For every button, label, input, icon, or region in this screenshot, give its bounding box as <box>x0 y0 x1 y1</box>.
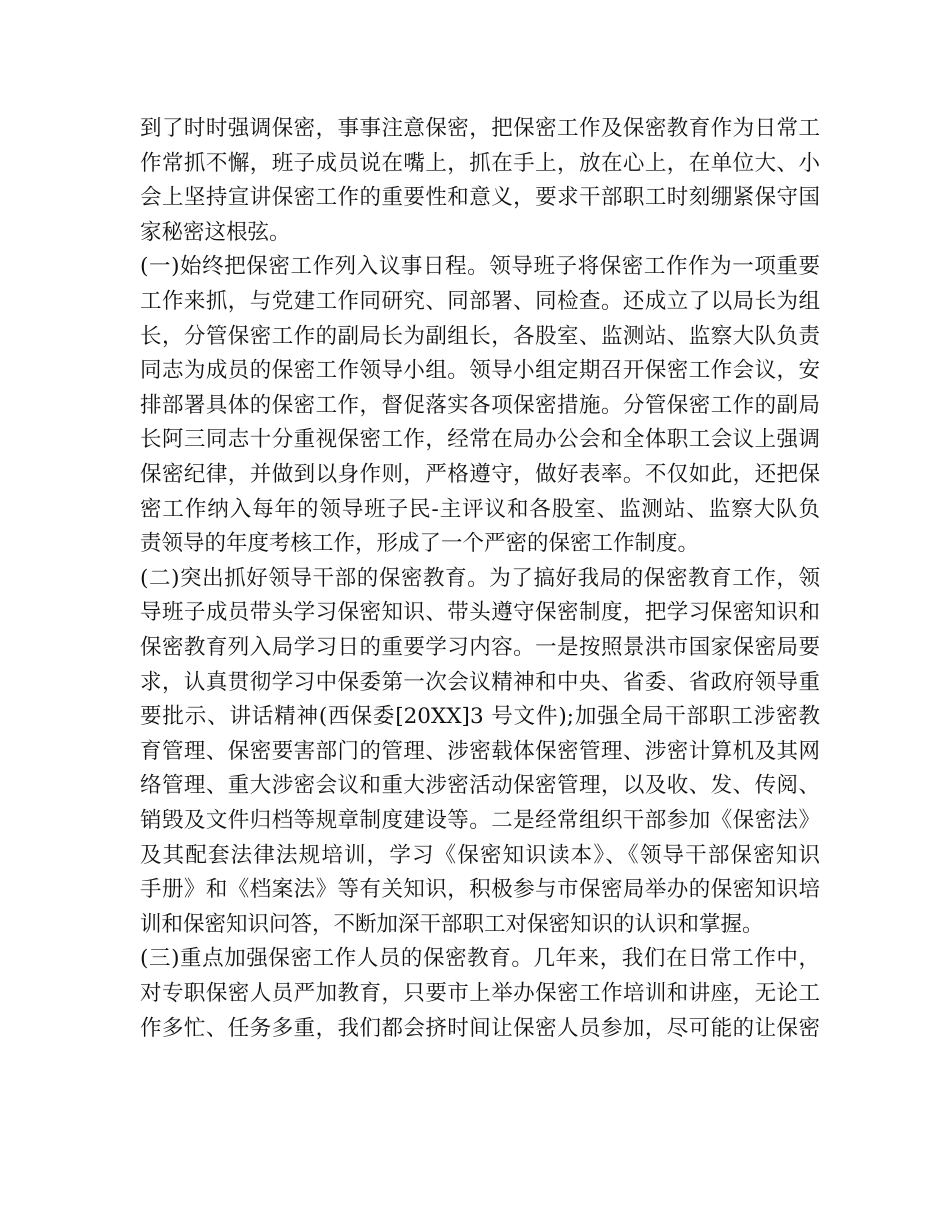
text-line: (一)始终把保密工作列入议事日程。领导班子将保密工作作为一项重要 <box>140 254 820 280</box>
text-line: 责领导的年度考核工作，形成了一个严密的保密工作制度。 <box>140 531 700 557</box>
text-line: 要批示、讲话精神(西保委[20XX]3 号文件);加强全局干部职工涉密教 <box>140 704 820 730</box>
text-line: 同志为成员的保密工作领导小组。领导小组定期召开保密工作会议，安 <box>140 358 820 384</box>
text-line: 育管理、保密要害部门的管理、涉密载体保密管理、涉密计算机及其网 <box>140 738 820 764</box>
text-line: 作常抓不懈，班子成员说在嘴上，抓在手上，放在心上，在单位大、小 <box>140 150 820 176</box>
text-line: (三)重点加强保密工作人员的保密教育。几年来，我们在日常工作中， <box>140 946 820 972</box>
text-line: 保密纪律，并做到以身作则，严格遵守，做好表率。不仅如此，还把保 <box>140 462 820 487</box>
text-line: 排部署具体的保密工作，督促落实各项保密措施。分管保密工作的副局 <box>140 392 820 418</box>
text-line: 及其配套法律法规培训，学习《保密知识读本》、《领导干部保密知识 <box>140 842 820 868</box>
text-line: 销毁及文件归档等规章制度建设等。二是经常组织干部参加《保密法》 <box>140 808 820 833</box>
text-line: 工作来抓，与党建工作同研究、同部署、同检查。还成立了以局长为组 <box>140 289 820 314</box>
text-line: 家秘密这根弦。 <box>140 219 291 245</box>
text-line: 长，分管保密工作的副局长为副组长，各股室、监测站、监察大队负责 <box>140 323 820 349</box>
text-line: 络管理、重大涉密会议和重大涉密活动保密管理，以及收、发、传阅、 <box>140 773 820 799</box>
text-line: 导班子成员带头学习保密知识、带头遵守保密制度，把学习保密知识和 <box>140 600 820 626</box>
text-line: 长阿三同志十分重视保密工作，经常在局办公会和全体职工会议上强调 <box>140 427 820 453</box>
text-line: (二)突出抓好领导干部的保密教育。为了搞好我局的保密教育工作，领 <box>140 565 820 591</box>
text-line: 对专职保密人员严加教育，只要市上举办保密工作培训和讲座，无论工 <box>140 981 820 1006</box>
text-line: 作多忙、任务多重，我们都会挤时间让保密人员参加，尽可能的让保密 <box>140 1015 820 1041</box>
text-line: 保密教育列入局学习日的重要学习内容。一是按照景洪市国家保密局要 <box>140 635 820 660</box>
text-line: 会上坚持宣讲保密工作的重要性和意义，要求干部职工时刻绷紧保守国 <box>140 185 820 211</box>
text-line: 密工作纳入每年的领导班子民-主评议和各股室、监测站、监察大队负 <box>140 496 820 522</box>
text-line: 手册》和《档案法》等有关知识，积极参与市保密局举办的保密知识培 <box>140 877 820 903</box>
text-line: 求，认真贯彻学习中保委第一次会议精神和中央、省委、省政府领导重 <box>140 669 820 695</box>
text-line: 到了时时强调保密，事事注意保密，把保密工作及保密教育作为日常工 <box>140 116 820 141</box>
text-line: 训和保密知识问答，不断加深干部职工对保密知识的认识和掌握。 <box>140 911 764 937</box>
